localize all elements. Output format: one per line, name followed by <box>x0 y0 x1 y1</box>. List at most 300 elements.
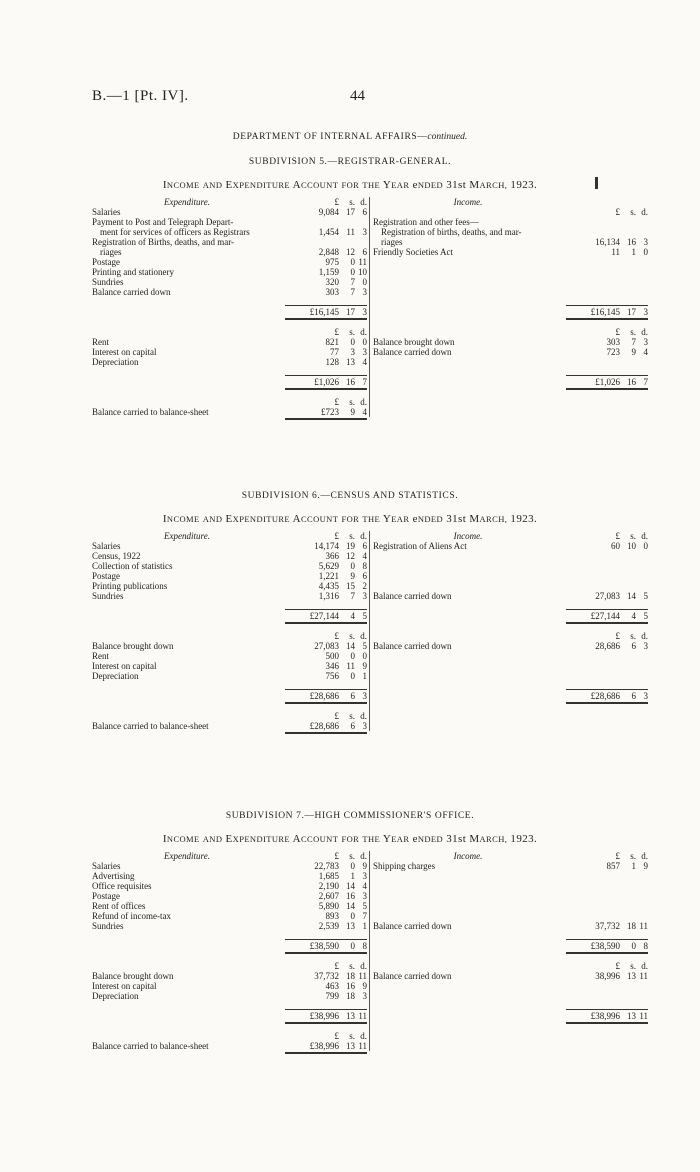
small-caps: CCOUNT <box>300 514 339 524</box>
pounds: £27,144 <box>309 611 339 621</box>
amount <box>289 397 367 407</box>
account-title <box>0 179 700 191</box>
spacer <box>373 931 648 939</box>
shillings: 11 <box>346 227 355 237</box>
pence: 3 <box>362 991 367 1001</box>
row-label: Salaries <box>92 541 121 551</box>
pence: 3 <box>362 721 367 731</box>
total-rule-top <box>566 305 648 306</box>
pounds: 60 <box>611 541 620 551</box>
row-label: Interest on capital <box>92 661 157 671</box>
pounds: 500 <box>325 651 339 661</box>
ledger-row <box>373 641 648 651</box>
title-word <box>362 179 380 191</box>
pounds: 723 <box>606 347 620 357</box>
column-divider <box>369 851 370 1051</box>
row-label: Balance carried down <box>373 347 452 357</box>
pence: 9 <box>362 661 367 671</box>
pence: 3 <box>643 237 648 247</box>
title-word: EXPENDITURE <box>225 179 291 191</box>
expenditure-heading: Expenditure. <box>164 197 210 207</box>
total-row <box>373 689 648 703</box>
title-word: eNDED <box>412 179 444 191</box>
row-label: ment for services of officers as Registrars <box>100 227 250 237</box>
total-rule-top <box>566 939 648 940</box>
column-divider <box>369 197 370 417</box>
ledger-row <box>373 971 648 981</box>
income-column <box>373 531 648 703</box>
pence: d. <box>360 851 367 861</box>
ledger-row <box>92 247 367 257</box>
currency-header <box>373 327 648 337</box>
small-caps: THE <box>362 834 381 844</box>
title-word: YEAR <box>382 513 410 525</box>
small-caps: EAR <box>391 834 410 844</box>
title-word: ACCOUNT <box>292 179 339 191</box>
pence: 7 <box>362 377 367 387</box>
blank-row <box>373 277 648 287</box>
amount <box>289 961 367 971</box>
pounds: £1,026 <box>314 377 339 387</box>
title-word: 1923. <box>510 179 538 191</box>
small-caps: ARCH, <box>479 834 508 844</box>
shillings: 6 <box>631 691 636 701</box>
currency-header <box>92 631 367 641</box>
pence: 5 <box>362 611 367 621</box>
title-word: ACCOUNT <box>292 833 339 845</box>
ledger-row <box>92 991 367 1001</box>
pence: 11 <box>639 1011 648 1021</box>
pence: d. <box>360 631 367 641</box>
subdivision-title: SUBDIVISION 6.—CENSUS AND STATISTICS. <box>241 491 459 501</box>
pence: 4 <box>362 357 367 367</box>
shillings: s. <box>349 851 355 861</box>
shillings: 16 <box>627 377 636 387</box>
ledger-row <box>92 277 367 287</box>
small-caps: AND <box>202 834 223 844</box>
subdivision-title: SUBDIVISION 7.—HIGH COMMISSIONER'S OFFICE. <box>225 811 475 821</box>
shillings: s. <box>630 851 636 861</box>
pounds: £ <box>615 851 620 861</box>
shillings: 9 <box>350 407 355 417</box>
currency-header <box>92 711 367 721</box>
ledger-row <box>92 287 367 297</box>
shillings: s. <box>630 961 636 971</box>
income-column <box>373 851 648 1023</box>
shillings: 14 <box>627 591 636 601</box>
shillings: 9 <box>350 571 355 581</box>
pence: 11 <box>639 921 648 931</box>
pence: d. <box>360 397 367 407</box>
pence: 6 <box>362 571 367 581</box>
row-label: riages <box>100 247 122 257</box>
income-heading-row <box>373 851 648 861</box>
title-word <box>203 833 223 845</box>
pounds: 28,686 <box>595 641 620 651</box>
title-word: YEAR <box>382 179 410 191</box>
pence: 11 <box>358 257 367 267</box>
pence: 11 <box>358 1041 367 1051</box>
pence: 0 <box>362 651 367 661</box>
ledger-row <box>92 971 367 981</box>
pence: d. <box>360 197 367 207</box>
row-label: Sundries <box>92 921 124 931</box>
ledger-row <box>373 861 648 871</box>
row-label: Balance carried down <box>373 921 452 931</box>
spacer <box>92 601 367 609</box>
pounds: £38,590 <box>309 941 339 951</box>
ledger-row <box>92 911 367 921</box>
blank-row <box>373 357 648 367</box>
pence: 9 <box>362 861 367 871</box>
pence: d. <box>360 327 367 337</box>
ledger-row <box>373 227 648 237</box>
pence: d. <box>641 531 648 541</box>
ledger-row <box>373 247 648 257</box>
income-column <box>373 197 648 389</box>
pence: 4 <box>643 347 648 357</box>
shillings: 7 <box>350 287 355 297</box>
amount <box>570 1011 648 1021</box>
pence: 8 <box>362 561 367 571</box>
shillings: 6 <box>350 721 355 731</box>
currency-header <box>373 961 648 971</box>
total-row <box>373 375 648 389</box>
title-word <box>341 513 359 525</box>
row-label: Balance brought down <box>92 641 174 651</box>
pounds: 27,083 <box>595 591 620 601</box>
total-rule-bottom <box>566 318 648 321</box>
ledger-row <box>373 591 648 601</box>
row-label: Salaries <box>92 861 121 871</box>
pence: d. <box>360 1031 367 1041</box>
small-caps: ARCH, <box>479 514 508 524</box>
total-row <box>92 689 367 703</box>
balance-underline <box>285 418 367 421</box>
pence: d. <box>641 851 648 861</box>
pounds: 821 <box>325 337 339 347</box>
ledger-row <box>92 357 367 367</box>
shillings: 13 <box>627 971 636 981</box>
title-word: 31st <box>446 833 467 845</box>
pounds: 2,848 <box>318 247 339 257</box>
pounds: 320 <box>325 277 339 287</box>
shillings: 0 <box>350 651 355 661</box>
shillings: 13 <box>346 1011 355 1021</box>
spacer <box>373 681 648 689</box>
shillings: s. <box>349 631 355 641</box>
ledger-row <box>92 267 367 277</box>
pounds: £ <box>334 1031 339 1041</box>
pounds: £38,996 <box>309 1011 339 1021</box>
shillings: 14 <box>346 881 355 891</box>
shillings: 11 <box>346 661 355 671</box>
row-label: Registration of births, deaths, and mar- <box>381 227 522 237</box>
small-caps: XPENDITURE <box>232 180 291 190</box>
shillings: s. <box>349 397 355 407</box>
amount <box>570 207 648 217</box>
pence: 8 <box>643 941 648 951</box>
shillings: 0 <box>350 561 355 571</box>
total-rule-top <box>566 609 648 610</box>
pounds: 16,134 <box>595 237 620 247</box>
pounds: 366 <box>325 551 339 561</box>
small-caps: NDED <box>417 180 444 190</box>
pence: 3 <box>362 307 367 317</box>
income-heading: Income. <box>453 851 483 861</box>
pounds: £1,026 <box>595 377 620 387</box>
pounds: 1,159 <box>318 267 339 277</box>
pence: 5 <box>643 611 648 621</box>
row-label: Balance carried down <box>373 591 452 601</box>
total-rule-top <box>285 939 367 940</box>
pence: 3 <box>643 641 648 651</box>
pounds: £16,145 <box>309 307 339 317</box>
shillings: s. <box>630 631 636 641</box>
blank-row <box>373 671 648 681</box>
expenditure-heading: Expenditure. <box>164 851 210 861</box>
expenditure-column <box>92 197 367 421</box>
row-label: Balance brought down <box>373 337 455 347</box>
shillings: 17 <box>346 307 355 317</box>
shillings: s. <box>630 207 636 217</box>
row-label: Rent <box>92 337 109 347</box>
small-caps: FOR <box>341 514 360 524</box>
pounds: 893 <box>325 911 339 921</box>
small-caps: NCOME <box>166 180 200 190</box>
row-label: Postage <box>92 257 120 267</box>
expenditure-heading: Expenditure. <box>164 531 210 541</box>
shillings: 0 <box>350 257 355 267</box>
small-caps: FOR <box>341 834 360 844</box>
small-caps: AND <box>202 180 223 190</box>
row-label: Printing publications <box>92 581 168 591</box>
total-rule-top <box>285 305 367 306</box>
pounds: £ <box>615 961 620 971</box>
pence: 6 <box>362 541 367 551</box>
expenditure-column <box>92 531 367 735</box>
shillings: 13 <box>627 1011 636 1021</box>
row-label: Depreciation <box>92 991 139 1001</box>
pounds: £38,996 <box>590 1011 620 1021</box>
ledger-row <box>92 337 367 347</box>
shillings: s. <box>630 327 636 337</box>
pence: 3 <box>362 891 367 901</box>
total-row <box>373 939 648 953</box>
total-rule-bottom <box>566 388 648 391</box>
pounds: 975 <box>325 257 339 267</box>
subdivision-title: SUBDIVISION 5.—REGISTRAR-GENERAL. <box>248 157 452 167</box>
ledger-row <box>92 641 367 651</box>
ledger-row <box>92 591 367 601</box>
small-caps: NCOME <box>166 514 200 524</box>
title-word <box>203 513 223 525</box>
pence: 11 <box>358 971 367 981</box>
ledger-row <box>92 237 367 247</box>
title-word: MARCH, <box>469 513 508 525</box>
shillings: 6 <box>350 691 355 701</box>
spacer <box>92 1001 367 1009</box>
ledger-row <box>373 571 648 581</box>
pence: 11 <box>358 1011 367 1021</box>
shillings: 0 <box>350 671 355 681</box>
pence: d. <box>641 631 648 641</box>
title-word <box>341 179 359 191</box>
pounds: £ <box>334 851 339 861</box>
small-caps: NDED <box>417 834 444 844</box>
amount <box>289 711 367 721</box>
small-caps: XPENDITURE <box>232 514 291 524</box>
pounds: 2,190 <box>318 881 339 891</box>
pounds: 303 <box>325 287 339 297</box>
shillings: 18 <box>627 921 636 931</box>
department-continued: continued. <box>427 132 468 142</box>
shillings: s. <box>630 531 636 541</box>
pence: 3 <box>362 347 367 357</box>
ledger-row <box>92 227 367 237</box>
expenditure-heading-row <box>92 531 367 541</box>
ledger-row <box>92 661 367 671</box>
amount <box>289 307 367 317</box>
balance-sheet-row <box>92 407 367 417</box>
row-label: Friendly Societies Act <box>373 247 453 257</box>
row-label: Refund of income-tax <box>92 911 171 921</box>
pence: 6 <box>362 207 367 217</box>
shillings: 14 <box>346 901 355 911</box>
total-row <box>92 375 367 389</box>
shillings: 17 <box>346 207 355 217</box>
pounds: 799 <box>325 991 339 1001</box>
pence: d. <box>641 207 648 217</box>
shillings: 0 <box>631 941 636 951</box>
balance-sheet-row <box>92 1041 367 1051</box>
total-rule-top <box>285 375 367 376</box>
section-census-statistics <box>92 491 648 735</box>
title-word: INCOME <box>162 833 200 845</box>
expenditure-column <box>92 851 367 1055</box>
pence: 5 <box>362 641 367 651</box>
ledger-row <box>92 651 367 661</box>
shillings: s. <box>349 327 355 337</box>
spacer <box>373 297 648 305</box>
blank-row <box>373 991 648 1001</box>
income-heading: Income. <box>453 197 483 207</box>
ledger-row <box>92 981 367 991</box>
amount <box>570 327 648 337</box>
shillings: 0 <box>350 941 355 951</box>
row-label: Balance carried to balance-sheet <box>92 1041 209 1051</box>
blank-row <box>373 651 648 661</box>
ledger-row <box>92 207 367 217</box>
amount <box>570 307 648 317</box>
total-rule-top <box>285 689 367 690</box>
ledger-row <box>92 551 367 561</box>
title-word: 1923. <box>510 513 538 525</box>
shillings: 1 <box>350 871 355 881</box>
shillings: 16 <box>346 981 355 991</box>
total-rule-bottom <box>566 1022 648 1025</box>
ledger-row <box>373 217 648 227</box>
row-label: Collection of statistics <box>92 561 173 571</box>
amount <box>289 631 367 641</box>
shillings: s. <box>349 531 355 541</box>
pounds: 2,539 <box>318 921 339 931</box>
ledger-row <box>92 581 367 591</box>
department-name: DEPARTMENT OF INTERNAL AFFAIRS— <box>232 132 428 142</box>
blank-row <box>373 661 648 671</box>
pence: 3 <box>362 591 367 601</box>
pounds: 11 <box>611 247 620 257</box>
pounds: £ <box>334 327 339 337</box>
shillings: 3 <box>350 347 355 357</box>
pence: d. <box>360 531 367 541</box>
expenditure-heading-row <box>92 851 367 861</box>
amount <box>289 611 367 621</box>
pounds: 857 <box>606 861 620 871</box>
pounds: 1,685 <box>318 871 339 881</box>
pounds: 5,890 <box>318 901 339 911</box>
income-heading-row <box>373 197 648 207</box>
total-row <box>92 1009 367 1023</box>
row-label: Interest on capital <box>92 347 157 357</box>
amount <box>570 377 648 387</box>
shillings: 4 <box>631 611 636 621</box>
spacer <box>92 681 367 689</box>
row-label: Salaries <box>92 207 121 217</box>
currency-header <box>373 207 648 217</box>
pence: d. <box>360 711 367 721</box>
pounds: £ <box>615 207 620 217</box>
pounds: 463 <box>325 981 339 991</box>
pence: 6 <box>362 247 367 257</box>
row-label: Balance carried down <box>373 971 452 981</box>
ledger-row <box>373 581 648 591</box>
shillings: 0 <box>350 267 355 277</box>
total-rule-bottom <box>566 702 648 705</box>
pence: 0 <box>362 277 367 287</box>
shillings: 1 <box>631 861 636 871</box>
small-caps: THE <box>362 514 381 524</box>
pence: 0 <box>643 541 648 551</box>
total-rule-bottom <box>566 622 648 625</box>
shillings: 13 <box>346 357 355 367</box>
shillings: 18 <box>346 991 355 1001</box>
row-label: Rent of offices <box>92 901 146 911</box>
spacer <box>92 297 367 305</box>
ledger-row <box>92 257 367 267</box>
shillings: 16 <box>627 237 636 247</box>
title-word: EXPENDITURE <box>225 833 291 845</box>
amount <box>570 631 648 641</box>
total-rule-top <box>285 609 367 610</box>
total-rule-bottom <box>285 622 367 625</box>
shillings: 18 <box>346 971 355 981</box>
blank-row <box>373 981 648 991</box>
ledger-row <box>92 901 367 911</box>
shillings: 0 <box>350 911 355 921</box>
section-registrar-general <box>92 157 648 421</box>
shillings: 4 <box>350 611 355 621</box>
amount <box>289 691 367 701</box>
blank-row <box>373 287 648 297</box>
pence: d. <box>641 961 648 971</box>
amount <box>289 1031 367 1041</box>
blank-row <box>373 257 648 267</box>
ledger-row <box>92 541 367 551</box>
row-label: Balance carried down <box>373 641 452 651</box>
row-label: Shipping charges <box>373 861 436 871</box>
pounds: 27,083 <box>314 641 339 651</box>
